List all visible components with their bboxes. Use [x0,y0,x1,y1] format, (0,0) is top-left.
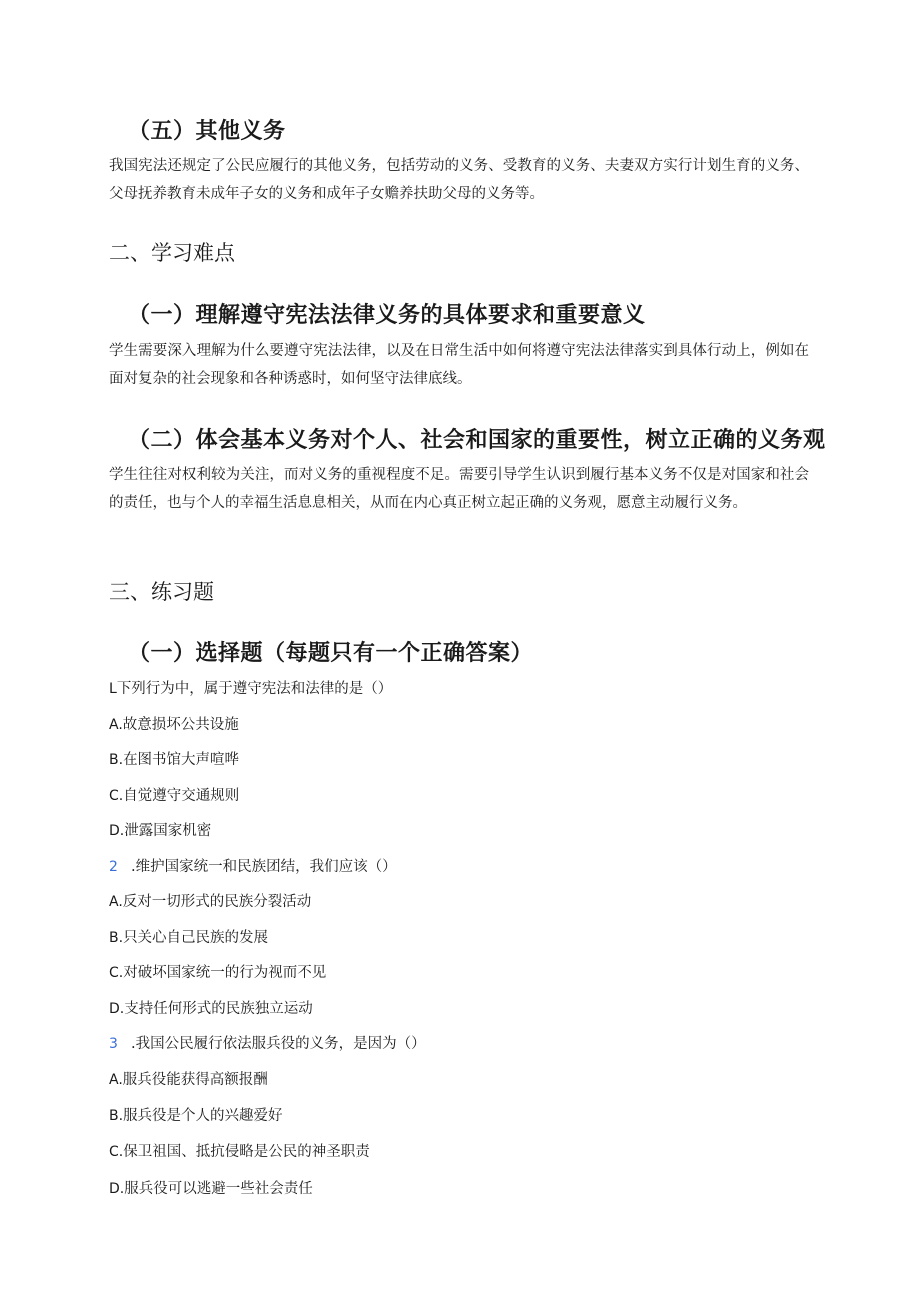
question-number: 2 [109,859,118,875]
question-2-option-d [109,999,313,1019]
question-2-option-b [109,928,268,948]
option-letter: A. [109,894,123,910]
section-heading-difficulties: 二、学习难点 [109,241,235,265]
option-text: 自觉遵守交通规则 [123,788,240,804]
question-3-option-d [109,1179,313,1199]
paragraph-other-duties: 我国宪法还规定了公民应履行的其他义务，包括劳动的义务、受教育的义务、夫妻双方实行计划生育的义务、父母抚养教育未成年子女的义务和成年子女赡养扶助父母的义务等。 [109,158,809,202]
question-2-option-c [109,963,326,983]
question-1-stem [109,679,392,699]
question-1-option-d [109,821,211,841]
option-text: 支持任何形式的民族独立运动 [124,1001,313,1017]
section-heading-exercises: 三、练习题 [109,580,214,604]
question-text: .维护国家统一和民族团结，我们应该（） [131,859,397,875]
section-heading-other-duties: （五）其他义务 [128,119,286,144]
option-text: 反对一切形式的民族分裂活动 [122,894,312,910]
subheading-difficulty-2: （二）体会基本义务对个人、社会和国家的重要性，树立正确的义务观 [128,428,826,453]
question-text: 下列行为中，属于遵守宪法和法律的是（） [116,681,393,697]
option-text: 只关心自己民族的发展 [123,930,269,946]
subheading-difficulty-1: （一）理解遵守宪法法律义务的具体要求和重要意义 [128,303,646,328]
option-letter: A. [109,717,123,733]
option-text: 对破坏国家统一的行为视而不见 [123,965,327,981]
question-1-option-b [109,750,239,770]
question-3-stem [109,1034,426,1054]
option-text: 泄露国家机密 [124,823,212,839]
question-number: L [109,681,117,697]
question-1-option-c [109,786,239,806]
option-text: 服兵役能获得高额报酬 [122,1072,268,1088]
option-letter: B. [109,1108,124,1124]
option-letter: C. [109,965,124,981]
option-letter: A. [109,1072,123,1088]
option-letter: D. [109,823,125,839]
option-letter: D. [109,1001,125,1017]
paragraph-difficulty-2: 学生往往对权利较为关注，而对义务的重视程度不足。需要引导学生认识到履行基本义务不仅是对国家和社会的责任，也与个人的幸福生活息息相关，从而在内心真正树立起正确的义务观，愿意主动履行义务。 [109,467,809,511]
question-3-option-c [109,1142,370,1162]
option-letter: C. [109,788,124,804]
option-letter: B. [109,930,124,946]
option-text: 服兵役可以逃避一些社会责任 [124,1181,313,1197]
option-letter: B. [109,752,124,768]
option-text: 保卫祖国、抵抗侵略是公民的神圣职责 [123,1144,370,1160]
question-2-stem [109,857,397,877]
question-1-option-a [109,715,239,735]
question-3-option-b [109,1106,283,1126]
option-text: 故意损坏公共设施 [122,717,239,733]
subheading-choice-questions: （一）选择题（每题只有一个正确答案） [128,641,534,666]
question-text: .我国公民履行依法服兵役的义务，是因为（） [131,1036,426,1052]
option-letter: C. [109,1144,124,1160]
question-3-option-a [109,1070,268,1090]
paragraph-difficulty-1: 学生需要深入理解为什么要遵守宪法法律，以及在日常生活中如何将遵守宪法法律落实到具体行动上，例如在面对复杂的社会现象和各种诱惑时，如何坚守法律底线。 [109,343,809,387]
option-letter: D. [109,1181,125,1197]
option-text: 在图书馆大声喧哗 [123,752,240,768]
question-2-option-a [109,892,311,912]
question-number: 3 [109,1036,118,1052]
option-text: 服兵役是个人的兴趣爱好 [123,1108,283,1124]
